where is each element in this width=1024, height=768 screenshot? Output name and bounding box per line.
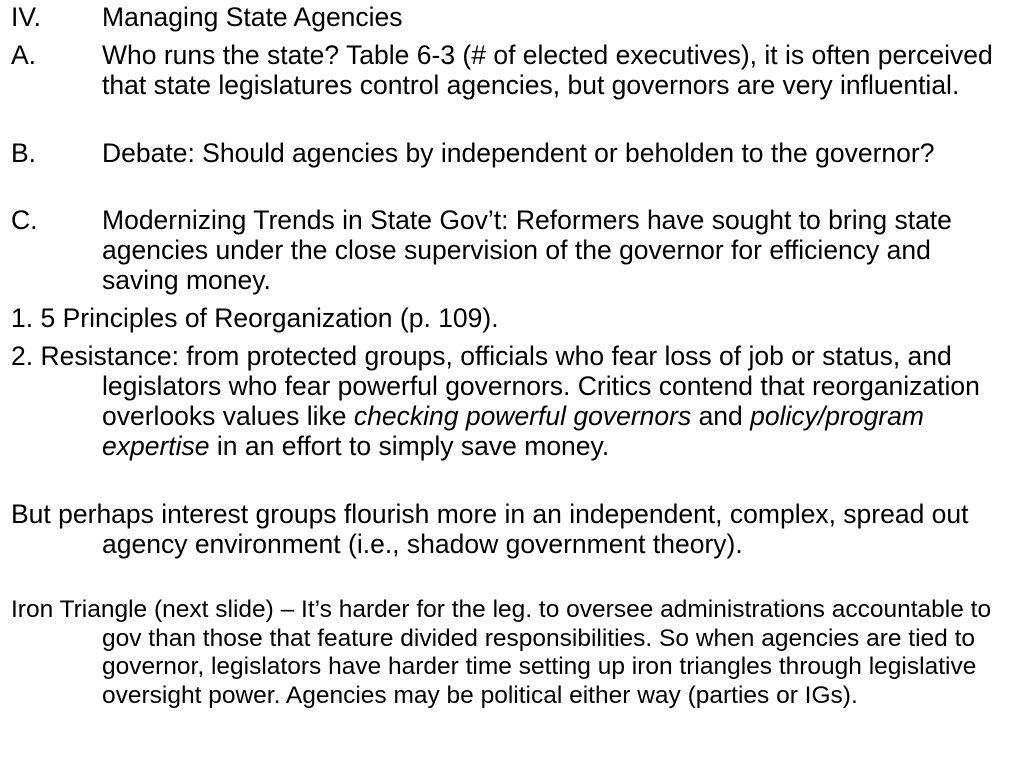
heading-marker: IV. xyxy=(11,2,41,32)
item-2-text-part3: in an effort to simply save money. xyxy=(209,431,610,461)
interest-groups-text: But perhaps interest groups flourish more in an independent, complex, spread out agency environment (i.e., shadow government theory). xyxy=(11,499,969,559)
item-1-marker: 1. xyxy=(11,303,34,333)
outline-paragraph-iron-triangle xyxy=(11,596,1006,710)
item-b-text: Debate: Should agencies by independent or beholden to the governor? xyxy=(102,138,935,168)
outline-heading xyxy=(11,2,1006,32)
item-c-marker: C. xyxy=(11,205,38,235)
item-b-marker: B. xyxy=(11,138,37,168)
outline-paragraph-interest-groups xyxy=(11,499,1006,559)
heading-text: Managing State Agencies xyxy=(102,2,403,32)
iron-triangle-text: Iron Triangle (next slide) – It’s harder for the leg. to oversee administrations accountable to gov than those that feature divided responsibilities. So when agencies are tied to governor, legislators have harder time setting up iron triangles through legislative oversight power. Agencies may be political either way (parties or IGs). xyxy=(11,596,992,709)
outline-item-b xyxy=(11,138,1006,168)
item-a-marker: A. xyxy=(11,40,37,70)
item-c-text: Modernizing Trends in State Gov’t: Reformers have sought to bring state agencies under the close supervision of the governor for efficiency and saving money. xyxy=(102,205,952,295)
item-2-text-part1: Resistance: from protected groups, officials who fear loss of job or status, and legislators who fear powerful governors. Critics contend that reorganization overlooks values like xyxy=(40,341,980,431)
item-1-text: 5 Principles of Reorganization (p. 109). xyxy=(40,303,499,333)
item-2-emphasis-1: checking powerful governors xyxy=(353,401,692,431)
outline-item-a xyxy=(11,40,1006,100)
outline-item-1 xyxy=(11,303,1006,333)
item-2-marker: 2. xyxy=(11,341,34,371)
item-2-text-part2: and xyxy=(691,401,751,431)
item-2-emphasis-2: policy/program expertise xyxy=(102,401,924,461)
outline-item-c xyxy=(11,205,1006,295)
outline-item-2 xyxy=(11,341,1006,461)
item-a-text: Who runs the state? Table 6-3 (# of elected executives), it is often perceived that state legislatures control agencies, but governors are very influential. xyxy=(102,40,993,100)
